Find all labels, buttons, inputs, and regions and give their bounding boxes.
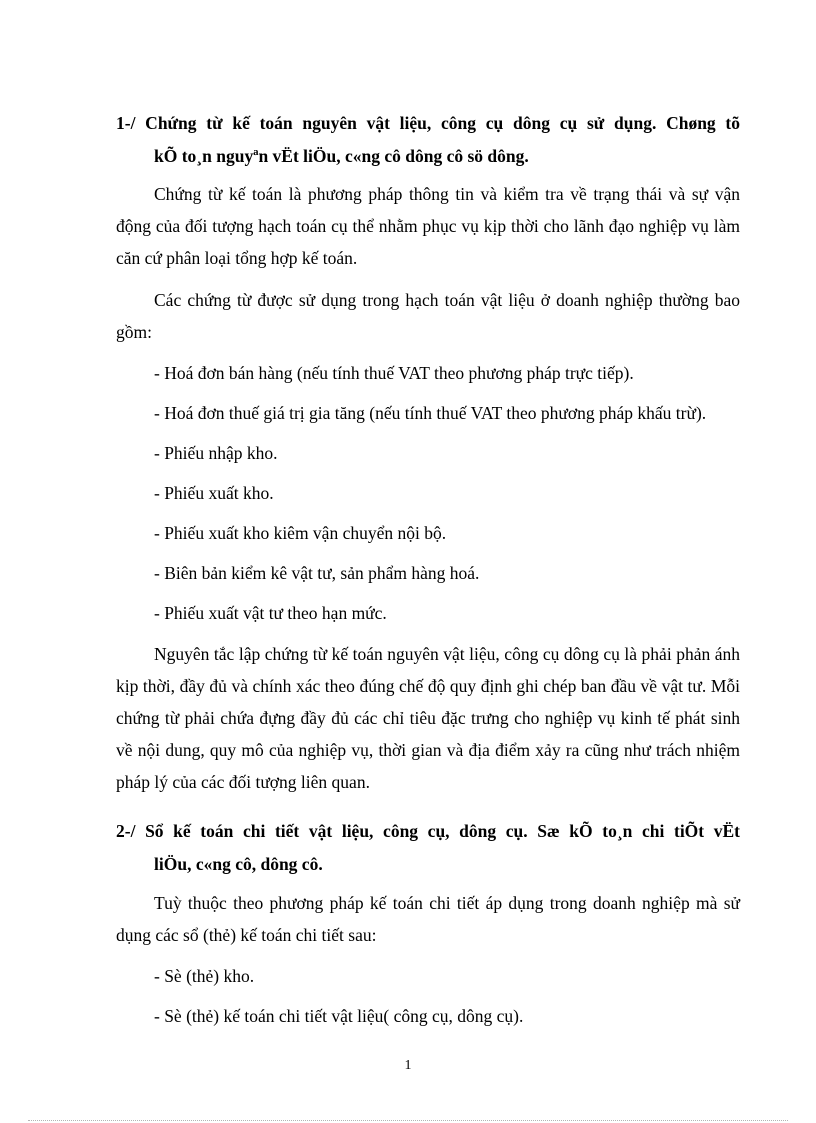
list-item: - Hoá đơn bán hàng (nếu tính thuế VAT theo phương pháp trực tiếp). <box>154 363 634 383</box>
section1-paragraph-3: Nguyên tắc lập chứng từ kế toán nguyên vật liệu, công cụ dông cụ là phải phản ánh kịp thời, đầy đủ và chính xác theo đúng chế độ quy định ghi chép ban đầu về vật tư. Mỗi chứng từ phải chứa đựng đầy đủ các chỉ tiêu đặc trưng cho nghiệp vụ kinh tế phát sinh về nội dung, quy mô của nghiệp vụ, thời gian và địa điểm xảy ra cũng như trách nhiệm pháp lý của các đối tượng liên quan. <box>116 644 740 792</box>
page-number: 1 <box>404 1058 412 1073</box>
list-item: - Hoá đơn thuế giá trị gia tăng (nếu tính thuế VAT theo phương pháp khấu trừ). <box>154 403 707 423</box>
section2-heading: 2-/ Sổ kế toán chi tiết vật liệu, công cụ, dông cụ. Sæ kÕ to¸n chi tiÕt vËt <box>116 821 740 841</box>
list-item: - Sè (thẻ) kế toán chi tiết vật liệu( công cụ, dông cụ). <box>154 1006 524 1026</box>
section1-heading: 1-/ Chứng từ kế toán nguyên vật liệu, công cụ dông cụ sử dụng. Chøng tõ <box>116 113 740 133</box>
page-bottom-divider <box>28 1120 788 1121</box>
list-item: - Phiếu xuất kho. <box>154 483 274 503</box>
list-item: - Sè (thẻ) kho. <box>154 966 255 986</box>
list-item: - Phiếu nhập kho. <box>154 443 278 463</box>
section1-paragraph-2: Các chứng từ được sử dụng trong hạch toán vật liệu ở doanh nghiệp thường bao gồm: <box>116 290 740 342</box>
list-item: - Phiếu xuất kho kiêm vận chuyển nội bộ. <box>154 523 447 543</box>
section1-heading-continuation: kÕ to¸n nguyªn vËt liÖu, c«ng cô dông cô sö dông. <box>154 146 529 166</box>
list-item: - Biên bản kiểm kê vật tư, sản phẩm hàng hoá. <box>154 563 480 583</box>
section2-heading-continuation: liÖu, c«ng cô, dông cô. <box>154 854 323 874</box>
section1-paragraph-1: Chứng từ kế toán là phương pháp thông tin và kiểm tra về trạng thái và sự vận động của đối tượng hạch toán cụ thể nhằm phục vụ kịp thời cho lãnh đạo nghiệp vụ làm căn cứ phân loại tổng hợp kế toán. <box>116 184 740 268</box>
section2-paragraph-1: Tuỳ thuộc theo phương pháp kế toán chi tiết áp dụng trong doanh nghiệp mà sử dụng các sổ (thẻ) kế toán chi tiết sau: <box>116 893 740 945</box>
list-item: - Phiếu xuất vật tư theo hạn mức. <box>154 603 387 623</box>
